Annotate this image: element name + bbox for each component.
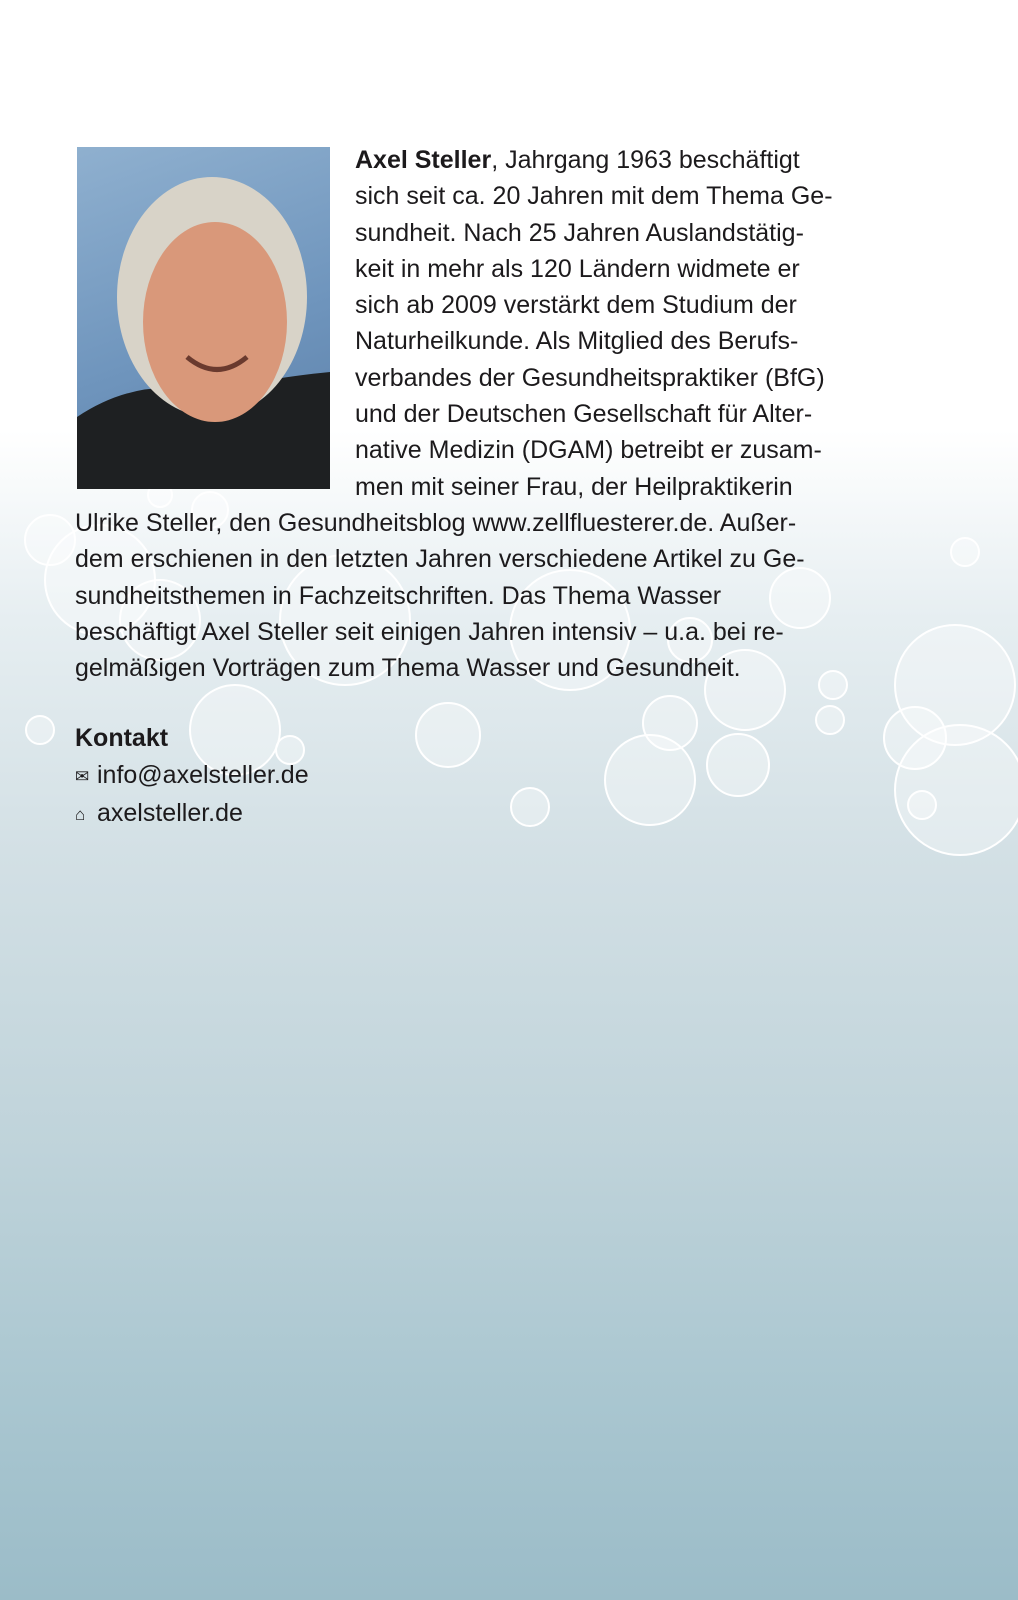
bio-line: sich ab 2009 verstärkt dem Studium der: [355, 291, 797, 320]
bio-line: gelmäßigen Vorträgen zum Thema Wasser und Gesundheit.: [75, 654, 741, 683]
author-name: Axel Steller: [355, 146, 492, 174]
contact-heading: Kontakt: [75, 724, 169, 752]
bio-line: verbandes der Gesundheitspraktiker (BfG): [355, 363, 825, 392]
website-row: [75, 795, 309, 834]
bio-line: native Medizin (DGAM) betreibt er zusam-: [355, 436, 822, 465]
contact-section: [75, 720, 309, 834]
house-icon: ⌂: [75, 805, 86, 824]
envelope-icon: ✉: [75, 766, 90, 786]
website-link[interactable]: axelsteller.de: [97, 799, 243, 827]
bio-line: sundheit. Nach 25 Jahren Auslandstätig-: [355, 218, 804, 247]
bio-line: Ulrike Steller, den Gesundheitsblog www.zellfluesterer.de. Außer-: [75, 509, 797, 537]
bio-line: sundheitsthemen in Fachzeitschriften. Das Thema Wasser: [75, 581, 722, 610]
bio-line: , Jahrgang 1963 beschäftigt: [491, 146, 800, 174]
bio-text-beside-photo: [355, 142, 833, 505]
bio-line: men mit seiner Frau, der Heilpraktikerin: [355, 472, 793, 501]
bio-text-full-width: [75, 505, 805, 686]
bio-line: keit in mehr als 120 Ländern widmete er: [355, 254, 800, 283]
bio-line: sich seit ca. 20 Jahren mit dem Thema Ge-: [355, 182, 833, 211]
author-photo: [77, 147, 330, 489]
bio-line: und der Deutschen Gesellschaft für Alter-: [355, 400, 813, 429]
bio-line: Naturheilkunde. Als Mitglied des Berufs-: [355, 327, 799, 356]
bio-line: dem erschienen in den letzten Jahren verschiedene Artikel zu Ge-: [75, 545, 805, 574]
email-row: [75, 757, 309, 796]
email-link[interactable]: info@axelsteller.de: [97, 760, 309, 789]
bio-line: beschäftigt Axel Steller seit einigen Jahren intensiv – u.a. bei re-: [75, 617, 784, 646]
